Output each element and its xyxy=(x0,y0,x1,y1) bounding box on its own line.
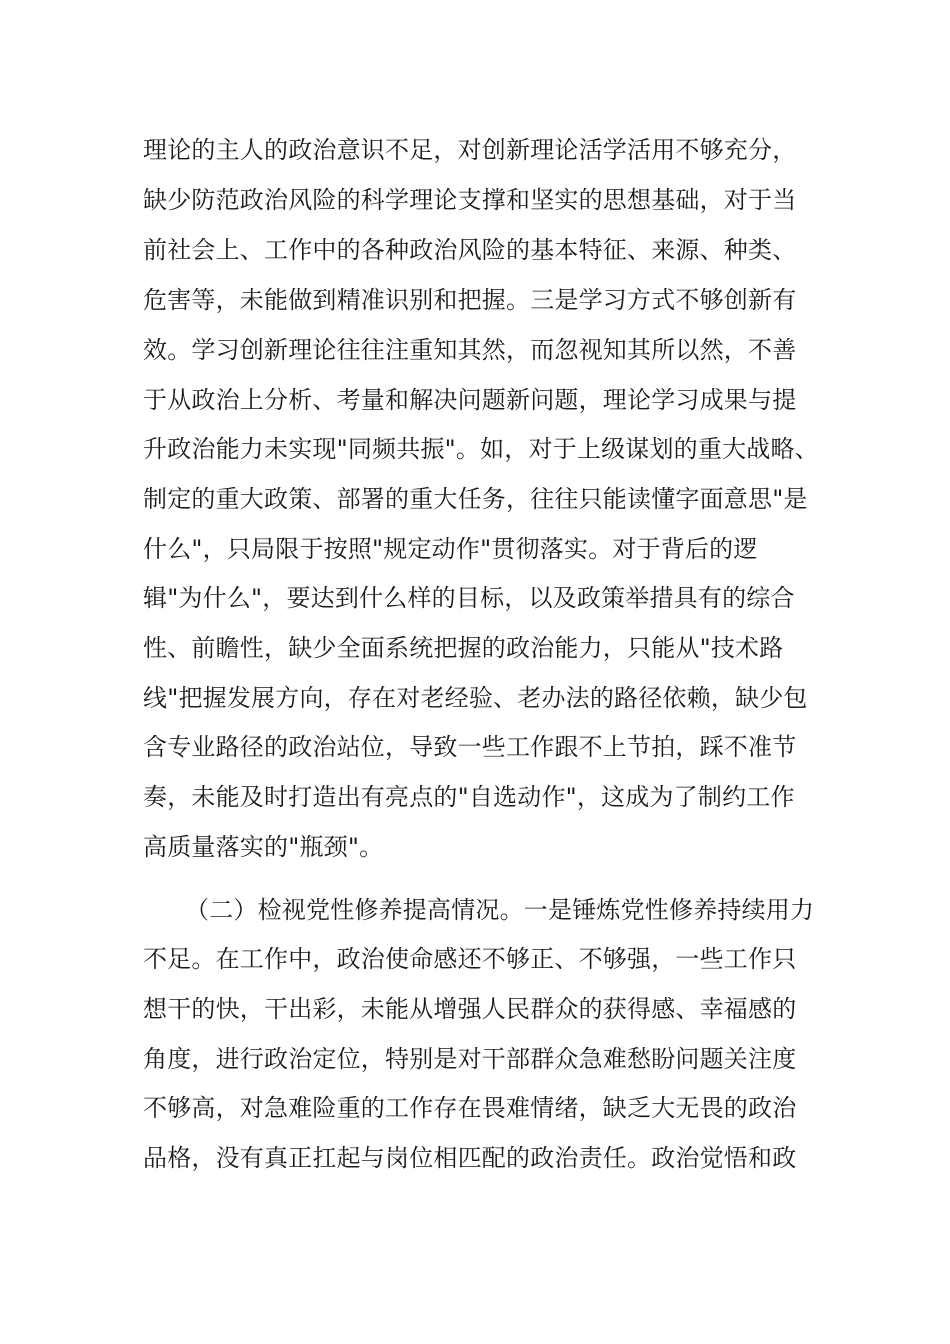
text-line: 含专业路径的政治站位，导致一些工作跟不上节拍，踩不准节 xyxy=(143,733,797,761)
text-line: 性、前瞻性，缺少全面系统把握的政治能力，只能从"技术路 xyxy=(143,634,784,662)
text-line: 效。学习创新理论往往注重知其然，而忽视知其所以然，不善 xyxy=(143,336,797,364)
text-line: 缺少防范政治风险的科学理论支撑和坚实的思想基础，对于当 xyxy=(143,186,797,214)
text-line: 什么"，只局限于按照"规定动作"贯彻落实。对于背后的逻 xyxy=(143,535,758,563)
text-line: 前社会上、工作中的各种政治风险的基本特征、来源、种类、 xyxy=(143,236,797,264)
text-line: 不足。在工作中，政治使命感还不够正、不够强，一些工作只 xyxy=(143,945,797,973)
text-line: 不够高，对急难险重的工作存在畏难情绪，缺乏大无畏的政治 xyxy=(143,1094,797,1122)
text-line: 高质量落实的"瓶颈"。 xyxy=(143,833,384,861)
text-line: 想干的快，干出彩，未能从增强人民群众的获得感、幸福感的 xyxy=(143,995,797,1023)
text-line: 于从政治上分析、考量和解决问题新问题，理论学习成果与提 xyxy=(143,386,797,414)
paragraph-heading-line: （二）检视党性修养提高情况。一是锤炼党性修养持续用力 xyxy=(185,896,815,924)
text-line: 线"把握发展方向，存在对老经验、老办法的路径依赖，缺少包 xyxy=(143,684,808,712)
text-line: 理论的主人的政治意识不足，对创新理论活学活用不够充分， xyxy=(143,136,797,164)
text-line: 奏，未能及时打造出有亮点的"自选动作"，这成为了制约工作 xyxy=(143,783,795,811)
text-line: 制定的重大政策、部署的重大任务，往往只能读懂字面意思"是 xyxy=(143,485,808,513)
text-line: 辑"为什么"，要达到什么样的目标，以及政策举措具有的综合 xyxy=(143,584,795,612)
text-line: 升政治能力未实现"同频共振"。如，对于上级谋划的重大战略、 xyxy=(143,435,819,463)
text-line: 角度，进行政治定位，特别是对干部群众急难愁盼问题关注度 xyxy=(143,1045,797,1073)
text-line: 品格，没有真正扛起与岗位相匹配的政治责任。政治觉悟和政 xyxy=(143,1144,797,1172)
text-line: 危害等，未能做到精准识别和把握。三是学习方式不够创新有 xyxy=(143,286,797,314)
